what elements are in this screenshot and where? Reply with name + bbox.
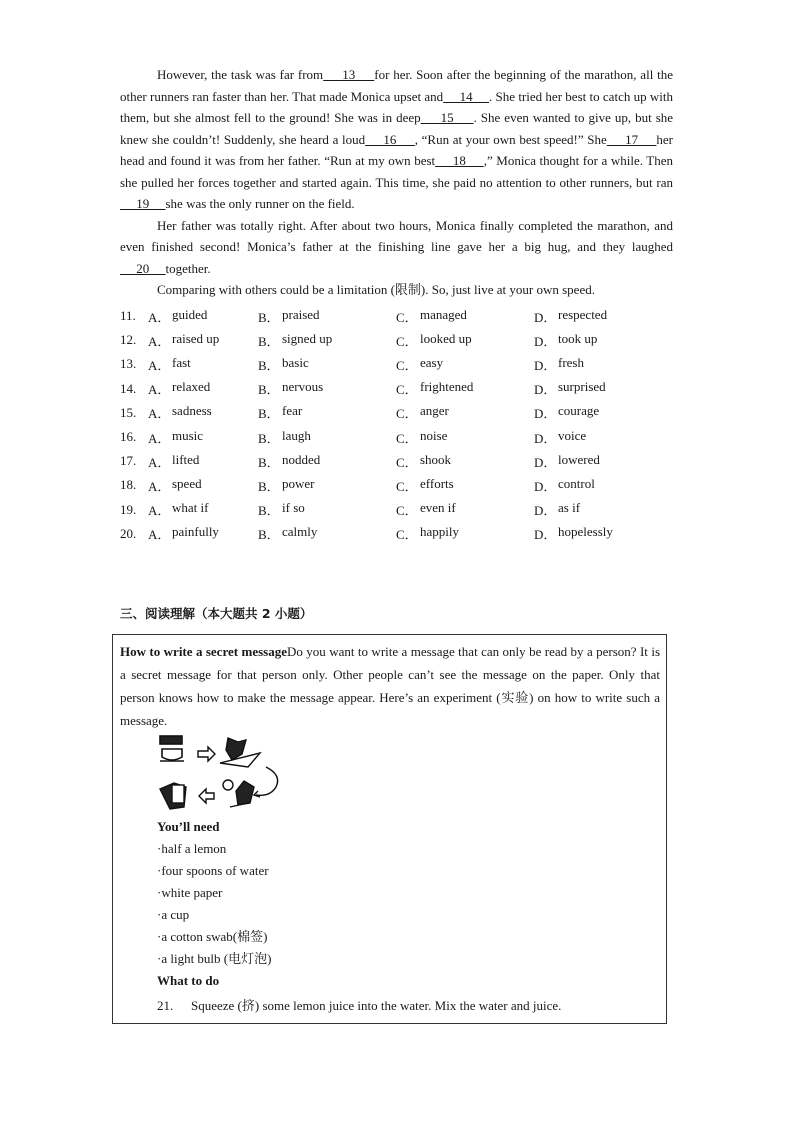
passage-text: together. (165, 260, 211, 276)
option-text: relaxed (172, 379, 211, 395)
passage-text: . She even wanted to give up, but she knew she couldn’t! Suddenly, she heard a loud (120, 110, 674, 147)
option-letter: B． (258, 406, 280, 422)
option-row (120, 401, 680, 425)
option-a (148, 355, 258, 374)
question-number: 15. (120, 404, 137, 420)
option-text: anger (420, 403, 449, 419)
option-b (258, 307, 396, 326)
option-letter: A． (148, 333, 171, 349)
step-21 (157, 995, 561, 1014)
option-letter: D． (534, 430, 557, 446)
option-text: shook (420, 451, 452, 467)
option-text: voice (558, 427, 587, 443)
list-item: ·half a lemon (157, 841, 227, 856)
list-item: ·four spoons of water (157, 863, 269, 878)
option-row (120, 352, 680, 376)
blank-16: 16 (365, 131, 415, 147)
blank-20: 20 (120, 260, 166, 276)
option-row (120, 377, 680, 401)
option-d (534, 476, 674, 495)
option-text: raised up (172, 330, 220, 346)
option-text: what if (172, 500, 209, 516)
option-b (258, 403, 396, 422)
option-text: music (172, 427, 204, 443)
question-number: 13. (120, 356, 137, 372)
option-letter: A． (148, 430, 171, 446)
light-bulb-icon (223, 780, 254, 807)
option-a (148, 500, 258, 519)
option-letter: D． (534, 357, 557, 373)
option-letter: B． (258, 527, 280, 543)
option-letter: D． (534, 527, 557, 543)
option-text: efforts (420, 475, 454, 491)
option-text: painfully (172, 524, 219, 540)
option-a (148, 403, 258, 422)
option-letter: C． (396, 503, 418, 519)
option-text: guided (172, 306, 208, 322)
option-letter: A． (148, 454, 171, 470)
question-number: 17. (120, 453, 137, 469)
blank-15: 15 (420, 110, 474, 125)
option-letter: C． (396, 527, 418, 543)
option-text: nervous (282, 379, 324, 395)
blank-18: 18 (435, 153, 484, 168)
option-text: as if (558, 500, 581, 516)
need-title: You’ll need (157, 819, 220, 834)
option-letter: A． (148, 382, 171, 398)
option-text: power (282, 475, 315, 491)
question-number: 14. (120, 380, 137, 396)
question-number: 12. (120, 332, 137, 348)
question-number: 16. (120, 429, 137, 445)
paper-swab-icon (220, 738, 260, 767)
reading-box (112, 634, 667, 1024)
right-arrow-icon (198, 747, 215, 761)
option-letter: C． (396, 478, 418, 494)
blank-13: 13 (323, 67, 375, 82)
option-letter: B． (258, 333, 280, 349)
option-letter: C． (396, 430, 418, 446)
option-c (396, 476, 534, 495)
option-text: even if (420, 500, 456, 516)
option-letter: A． (148, 527, 171, 543)
option-letter: A． (148, 503, 171, 519)
blank-17: 17 (606, 131, 657, 147)
answer-options (120, 304, 680, 546)
option-d (534, 452, 674, 471)
option-letter: D． (534, 503, 557, 519)
option-letter: D． (534, 454, 557, 470)
option-row (120, 449, 680, 473)
article-intro: Do you want to write a message that can only be read by a person? It is a secret message for that person only. Other people can’t see the message on the paper. Only that person knows how to make the message appear. Here’s an experiment (实验) on how to write such a message. (120, 644, 661, 728)
option-letter: C． (396, 406, 418, 422)
hand-paper-icon (160, 783, 186, 809)
option-a (148, 307, 258, 326)
option-letter: B． (258, 382, 280, 398)
option-text: signed up (282, 330, 333, 346)
option-text: sadness (172, 403, 212, 419)
option-letter: C． (396, 454, 418, 470)
passage-paragraph-1 (120, 64, 673, 301)
option-text: hopelessly (558, 524, 613, 540)
option-letter: D． (534, 309, 557, 325)
passage-text: However, the task was far from (157, 67, 324, 82)
option-text: calmly (282, 524, 318, 540)
list-item: ·a cotton swab(棉签) (157, 929, 268, 944)
curved-arrow-icon (254, 767, 278, 797)
section-title: 三、阅读理解（本大题共 2 小题） (120, 606, 313, 621)
step-text: Squeeze (挤) some lemon juice into the water. Mix the water and juice. (191, 998, 562, 1013)
option-d (534, 524, 674, 543)
blank-19: 19 (120, 196, 166, 211)
passage-text: ,” Monica thought for a while. Then she pulled her forces together and started again. This time, she paid no attention to other runners, but ran (120, 153, 673, 190)
article-heading: How to write a secret message (120, 644, 287, 659)
option-c (396, 403, 534, 422)
materials-list (157, 816, 271, 992)
option-letter: D． (534, 382, 557, 398)
option-text: fresh (558, 354, 584, 370)
option-letter: C． (396, 309, 418, 325)
option-b (258, 452, 396, 471)
option-b (258, 331, 396, 350)
option-row (120, 498, 680, 522)
question-number: 18. (120, 477, 137, 493)
option-letter: B． (258, 309, 280, 325)
option-b (258, 476, 396, 495)
option-text: basic (282, 354, 309, 370)
option-row (120, 425, 680, 449)
option-text: looked up (420, 330, 472, 346)
option-d (534, 500, 674, 519)
option-text: frightened (420, 379, 474, 395)
option-letter: C． (396, 333, 418, 349)
option-text: happily (420, 524, 459, 540)
passage-text: Her father was totally right. After about two hours, Monica finally completed the marathon, and even finished second! Monica’s father at the finishing line gave her a big hug, and they laughed (120, 217, 673, 254)
option-c (396, 307, 534, 326)
question-number: 19. (120, 501, 137, 517)
reading-intro (120, 640, 660, 732)
option-a (148, 331, 258, 350)
option-text: noise (420, 427, 448, 443)
option-letter: D． (534, 333, 557, 349)
list-item: ·a cup (157, 907, 190, 922)
option-a (148, 476, 258, 495)
list-item: ·white paper (157, 885, 223, 900)
option-text: respected (558, 306, 608, 322)
passage-text: for her. Soon after the beginning of the marathon, all the other runners ran faster than her. That made Monica upset and (120, 67, 673, 104)
option-a (148, 379, 258, 398)
blank-14: 14 (443, 88, 489, 104)
option-letter: A． (148, 357, 171, 373)
option-text: speed (172, 475, 202, 491)
option-letter: C． (396, 382, 418, 398)
option-b (258, 355, 396, 374)
option-row (120, 522, 680, 546)
option-text: surprised (558, 379, 606, 395)
option-letter: B． (258, 503, 280, 519)
option-text: lowered (558, 451, 600, 467)
cup-icon (160, 736, 184, 761)
option-letter: D． (534, 478, 557, 494)
option-d (534, 355, 674, 374)
option-letter: B． (258, 430, 280, 446)
option-d (534, 331, 674, 350)
option-c (396, 524, 534, 543)
left-arrow-icon (199, 789, 214, 803)
option-text: nodded (282, 451, 321, 467)
option-letter: B． (258, 478, 280, 494)
option-text: praised (282, 306, 320, 322)
passage-text: . She tried her best to catch up with them, but she almost fell to the ground! She was in deep (120, 88, 674, 125)
option-text: courage (558, 403, 600, 419)
option-b (258, 428, 396, 447)
option-row (120, 473, 680, 497)
option-d (534, 403, 674, 422)
option-b (258, 524, 396, 543)
step-number: 21. (157, 998, 174, 1013)
option-text: laugh (282, 427, 311, 443)
option-letter: C． (396, 357, 418, 373)
option-c (396, 500, 534, 519)
option-a (148, 428, 258, 447)
option-text: managed (420, 306, 467, 322)
experiment-illustration (158, 733, 298, 813)
option-text: control (558, 475, 595, 491)
option-text: fast (172, 354, 191, 370)
option-letter: B． (258, 357, 280, 373)
option-d (534, 379, 674, 398)
passage-text: , “Run at your own best speed!” She (414, 131, 607, 147)
passage-text: she was the only runner on the field. (165, 196, 355, 211)
option-a (148, 524, 258, 543)
option-b (258, 379, 396, 398)
option-text: if so (282, 500, 305, 516)
passage-text: her head and found it was from her father. “Run at my own best (120, 131, 674, 168)
option-text: fear (282, 403, 303, 419)
option-letter: A． (148, 309, 171, 325)
list-item: ·a light bulb (电灯泡) (157, 951, 272, 966)
option-letter: B． (258, 454, 280, 470)
option-c (396, 452, 534, 471)
passage-conclusion: Comparing with others could be a limitation (限制). So, just live at your own speed. (157, 282, 595, 297)
option-letter: A． (148, 478, 171, 494)
question-number: 11. (120, 308, 136, 324)
option-text: took up (558, 330, 598, 346)
option-b (258, 500, 396, 519)
option-a (148, 452, 258, 471)
option-c (396, 331, 534, 350)
option-letter: D． (534, 406, 557, 422)
option-row (120, 328, 680, 352)
option-row (120, 304, 680, 328)
question-number: 20. (120, 525, 137, 541)
option-c (396, 379, 534, 398)
todo-title: What to do (157, 973, 220, 988)
option-text: lifted (172, 451, 200, 467)
option-letter: A． (148, 406, 171, 422)
option-c (396, 428, 534, 447)
option-d (534, 428, 674, 447)
option-c (396, 355, 534, 374)
option-d (534, 307, 674, 326)
option-text: easy (420, 354, 444, 370)
